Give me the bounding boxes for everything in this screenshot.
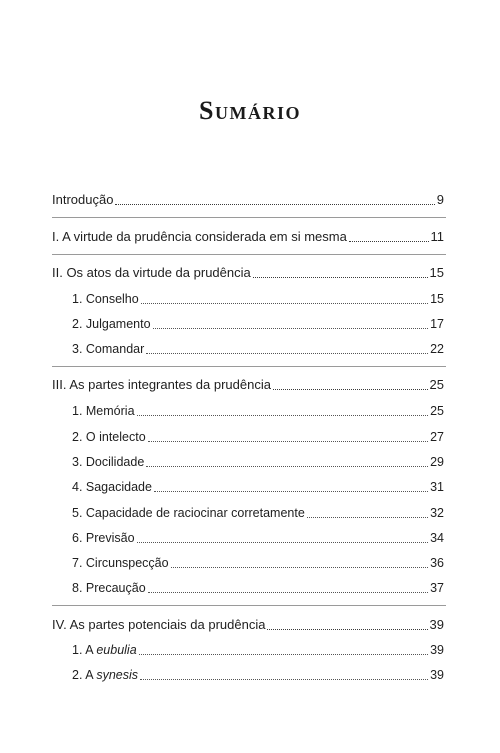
toc-entry-page: 31 <box>430 480 444 494</box>
divider <box>52 217 446 218</box>
dot-leader <box>148 592 428 593</box>
toc-subentry[interactable] <box>72 428 444 446</box>
toc-entry-introducao[interactable] <box>52 191 444 209</box>
toc-entry-page: 37 <box>430 581 444 595</box>
dot-leader <box>141 303 428 304</box>
toc-entry-label: 1. Conselho <box>72 292 139 306</box>
toc-subentry[interactable] <box>72 340 444 358</box>
toc-subentry[interactable] <box>72 402 444 420</box>
dot-leader <box>139 654 428 655</box>
toc-entry-label <box>72 641 137 659</box>
toc-entry-page: 15 <box>429 265 444 280</box>
dot-leader <box>267 629 427 630</box>
dot-leader <box>154 491 428 492</box>
toc-subentry[interactable] <box>72 315 444 333</box>
divider <box>52 605 446 606</box>
toc-subentry[interactable] <box>72 666 444 684</box>
toc-entry-label: IV. As partes potenciais da prudência <box>52 617 266 632</box>
toc-entry-page: 32 <box>430 506 444 520</box>
toc-entry-label <box>72 666 138 684</box>
toc-entry-page: 29 <box>430 455 444 469</box>
toc-entry-label: 8. Precaução <box>72 581 146 595</box>
dot-leader <box>146 466 428 467</box>
toc-entry-page: 27 <box>430 430 444 444</box>
dot-leader <box>140 679 428 680</box>
dot-leader <box>253 277 428 278</box>
toc-entry-label: III. As partes integrantes da prudência <box>52 377 271 392</box>
dot-leader <box>115 204 434 205</box>
toc-entry-label: I. A virtude da prudência considerada em si mesma <box>52 229 347 244</box>
toc-entry-label: 2. O intelecto <box>72 430 146 444</box>
toc-entry-chapter-1[interactable] <box>52 228 444 246</box>
dot-leader <box>137 415 429 416</box>
toc-entry-page: 17 <box>430 317 444 331</box>
toc-entry-page: 39 <box>430 668 444 682</box>
divider <box>52 254 446 255</box>
label-prefix: 2. A <box>72 668 97 682</box>
toc-entry-label: 5. Capacidade de raciocinar corretamente <box>72 506 305 520</box>
toc-entry-label: 4. Sagacidade <box>72 480 152 494</box>
toc-entry-chapter-2[interactable] <box>52 264 444 282</box>
toc-subentry[interactable] <box>72 504 444 522</box>
toc-entry-chapter-3[interactable] <box>52 376 444 394</box>
toc-entry-label: 2. Julgamento <box>72 317 151 331</box>
toc-entry-page: 9 <box>436 192 444 207</box>
toc-entry-page: 39 <box>430 643 444 657</box>
dot-leader <box>153 328 429 329</box>
label-italic: synesis <box>96 668 139 682</box>
dot-leader <box>137 542 429 543</box>
toc-entry-label: 3. Docilidade <box>72 455 145 469</box>
dot-leader <box>171 567 429 568</box>
toc-entry-label: 6. Previsão <box>72 531 135 545</box>
toc-subentry[interactable] <box>72 641 444 659</box>
toc-entry-label: II. Os atos da virtude da prudência <box>52 265 251 280</box>
toc-entry-label: 7. Circunspecção <box>72 556 169 570</box>
page-title: Sumário <box>199 96 301 125</box>
toc-entry-page: 36 <box>430 556 444 570</box>
divider <box>52 366 446 367</box>
toc-entry-page: 39 <box>429 617 444 632</box>
toc-subentry[interactable] <box>72 579 444 597</box>
toc-entry-label: Introdução <box>52 192 114 207</box>
label-prefix: 1. A <box>72 643 97 657</box>
toc-subentry[interactable] <box>72 290 444 308</box>
label-italic: eubulia <box>96 643 137 657</box>
dot-leader <box>146 353 428 354</box>
toc-subentry[interactable] <box>72 453 444 471</box>
toc-subentry[interactable] <box>72 478 444 496</box>
dot-leader <box>307 517 428 518</box>
toc-subentry[interactable] <box>72 554 444 572</box>
toc-entry-label: 1. Memória <box>72 404 135 418</box>
dot-leader <box>349 241 429 242</box>
dot-leader <box>273 389 428 390</box>
toc-entry-page: 25 <box>430 404 444 418</box>
toc-entry-page: 22 <box>430 342 444 356</box>
toc-subentry[interactable] <box>72 529 444 547</box>
toc-entry-label: 3. Comandar <box>72 342 145 356</box>
toc-entry-page: 11 <box>430 229 444 244</box>
toc-entry-page: 34 <box>430 531 444 545</box>
dot-leader <box>148 441 428 442</box>
toc-entry-page: 25 <box>429 377 444 392</box>
toc-entry-page: 15 <box>430 292 444 306</box>
toc-entry-chapter-4[interactable] <box>52 616 444 634</box>
